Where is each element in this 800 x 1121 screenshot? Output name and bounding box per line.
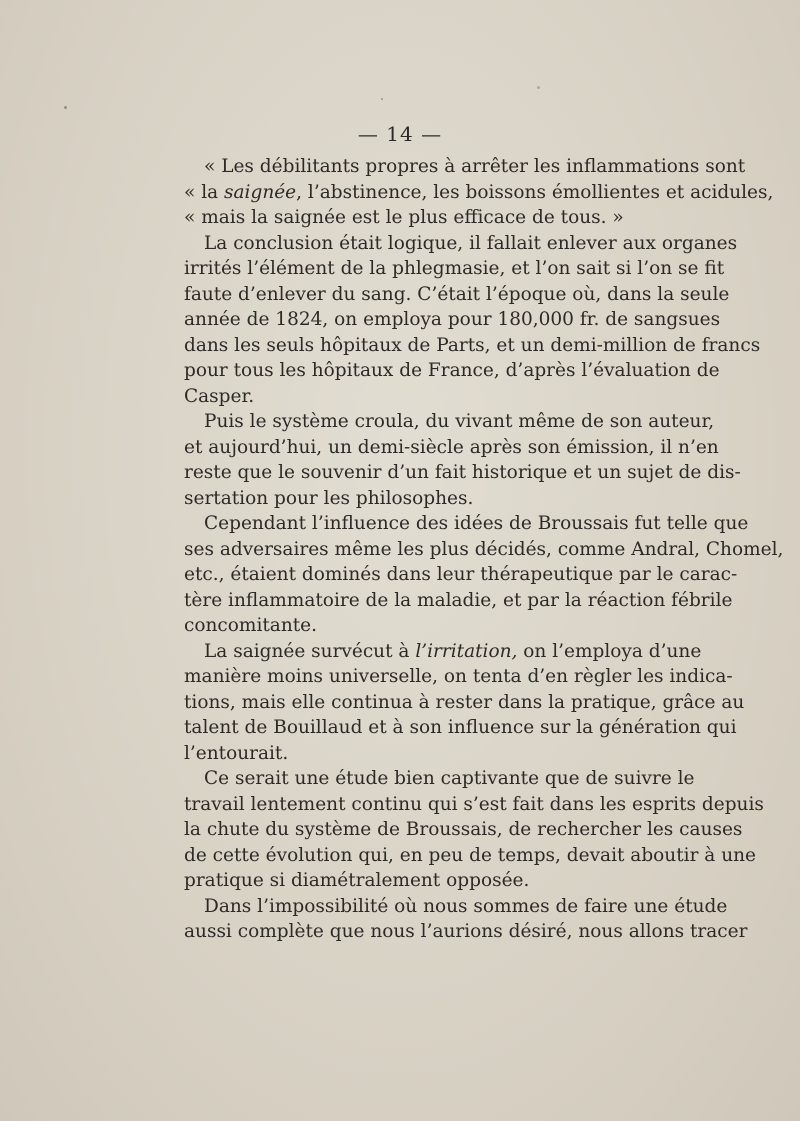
body-text [184, 154, 784, 945]
italic-text: l’irritation, [415, 640, 518, 662]
text-line: reste que le souvenir d’un fait historique et un sujet de dis- [184, 462, 741, 483]
text-line: pratique si diamétralement opposée. [184, 870, 530, 891]
text-line: de cette évolution qui, en peu de temps, devait aboutir à une [184, 844, 756, 866]
text-line: la chute du système de Broussais, de rechercher les causes [184, 819, 743, 840]
text-line: « Les débilitants propres à arrêter les inflammations sont [204, 156, 746, 177]
text-line: irrités l’élément de la phlegmasie, et l’on sait si l’on se fit [184, 258, 725, 279]
text-segment: « la [184, 181, 225, 203]
text-segment: on l’employa d’une [517, 640, 702, 662]
text-line: Ce serait une étude bien captivante que de suivre le [204, 768, 695, 789]
text-line: tère inflammatoire de la maladie, et par la réaction fébrile [184, 589, 733, 611]
text-line: Dans l’impossibilité où nous sommes de faire une étude [204, 895, 728, 917]
text-line: sertation pour les philosophes. [184, 487, 474, 509]
paper-speck [381, 98, 383, 100]
text-line: Casper. [184, 385, 255, 407]
text-line: concomitante. [184, 615, 318, 636]
paper-speck [537, 86, 540, 89]
text-line [184, 639, 702, 665]
text-line: l’entourait. [184, 742, 289, 764]
text-line: ses adversaires même les plus décidés, comme Andral, Chomel, [184, 538, 784, 560]
text-line: talent de Bouillaud et à son influence sur la génération qui [184, 717, 737, 738]
text-line: etc., étaient dominés dans leur thérapeutique par le carac- [184, 564, 738, 585]
text-line: aussi complète que nous l’aurions désiré, nous allons tracer [184, 921, 748, 942]
text-line: La conclusion était logique, il fallait enlever aux organes [204, 232, 738, 254]
text-segment: , l’abstinence, les boissons émollientes et acidules, [296, 181, 774, 203]
text-line: faute d’enlever du sang. C’était l’époque où, dans la seule [184, 283, 730, 305]
text-line: tions, mais elle continua à rester dans la pratique, grâce au [184, 691, 745, 713]
italic-text: saignée [224, 181, 297, 203]
text-line: année de 1824, on employa pour 180,000 fr. de sangsues [184, 309, 721, 330]
text-segment: La saignée survécut à [204, 640, 416, 662]
text-line: et aujourd’hui, un demi-siècle après son émission, il n’en [184, 436, 719, 458]
text-line: « mais la saignée est le plus efficace de tous. » [184, 207, 624, 228]
text-line: dans les seuls hôpitaux de Parts, et un demi-million de francs [184, 334, 761, 356]
page-number: — 14 — [357, 122, 443, 146]
text-line: pour tous les hôpitaux de France, d’après l’évaluation de [184, 360, 720, 381]
text-line: Puis le système croula, du vivant même de son auteur, [204, 411, 715, 432]
text-line: Cependant l’influence des idées de Broussais fut telle que [204, 513, 749, 534]
text-line: manière moins universelle, on tenta d’en règler les indica- [184, 666, 733, 687]
text-line: travail lentement continu qui s’est fait dans les esprits depuis [184, 793, 764, 815]
paper-speck [64, 106, 67, 109]
text-line [184, 180, 774, 206]
